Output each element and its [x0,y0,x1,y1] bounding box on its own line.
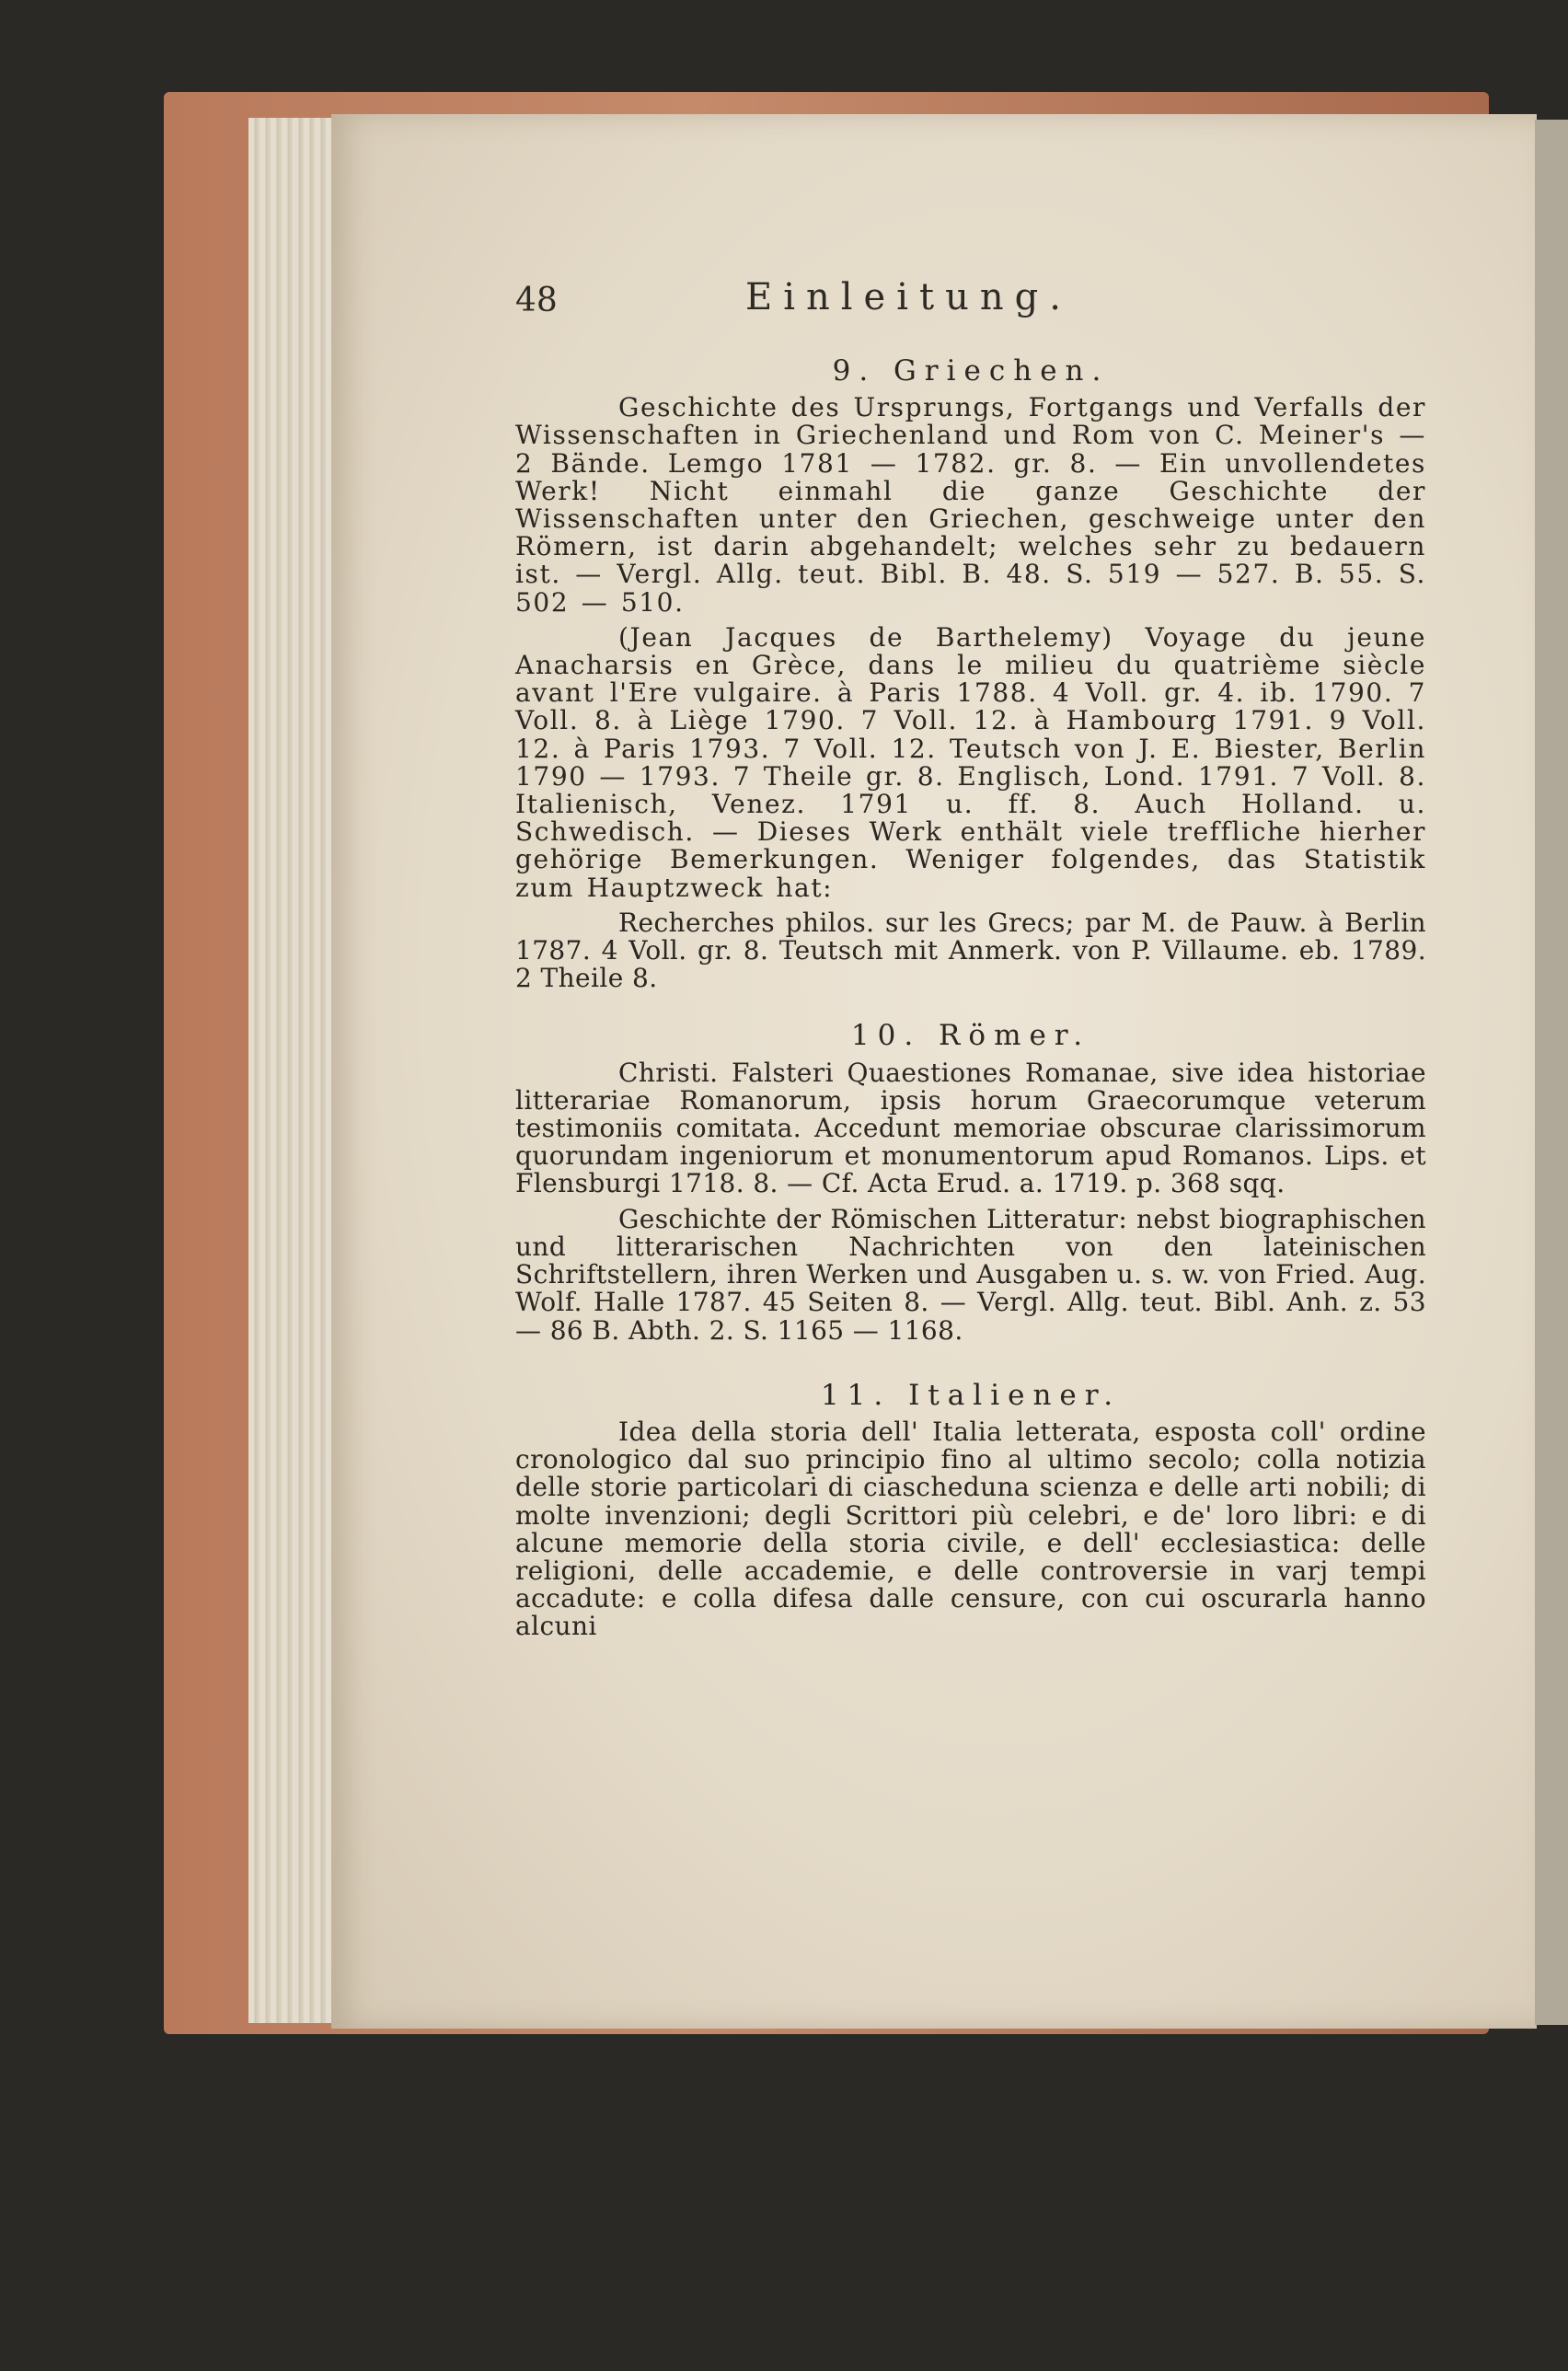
paragraph: Idea della storia dell' Italia letterata, esposta coll' ordine cronologico dal suo principio fino al ultimo secolo; colla notizia delle storie particolari di ciascheduna scienza e delle arti nobili; di molte invenzioni; degli Scrittori più celebri, e de' loro libri: e di alcune memorie della storia civile, e dell' ecclesiastica: delle religioni, delle accademie, e delle controversie in varj tempi accadute: e colla difesa dalle censure, con cui oscurarla hanno alcuni [515,1416,1426,1642]
paragraph: Geschichte des Ursprungs, Fortgangs und Verfalls der Wissenschaften in Griechenland und Rom von C. Meiner's — 2 Bände. Lemgo 1781 — 1782. gr. 8. — Ein unvollendetes Werk! Nicht einmahl die ganze Geschichte der Wissenschaften unter den Griechen, geschweige unter den Römern, ist darin abgehandelt; welches sehr zu bedauern ist. — Vergl. Allg. teut. Bibl. B. 48. S. 519 — 527. B. 55. S. 502 — 510. [515,392,1426,618]
paragraph: Christi. Falsteri Quaestiones Romanae, sive idea historiae litterariae Romanorum, ipsis horum Graecorumque veterum testimoniis comitata. Accedunt memoriae obscurae clarissimorum quorundam ingeniorum et monumentorum apud Romanos. Lips. et Flensburgi 1718. 8. — Cf. Acta Erud. a. 1719. p. 368 sqq. [515,1057,1426,1199]
page-body [515,354,1426,1648]
page-number: 48 [515,282,558,319]
section-heading-roemer: 10. Römer. [850,1019,1091,1053]
paragraph: Geschichte der Römischen Litteratur: nebst biographischen und litterarischen Nachrichten von den lateinischen Schriftstellern, ihren Werken und Ausgaben u. s. w. von Fried. Aug. Wolf. Halle 1787. 45 Seiten 8. — Vergl. Allg. teut. Bibl. Anh. z. 53 — 86 B. Abth. 2. S. 1165 — 1168. [515,1203,1426,1346]
page-header [515,276,1445,331]
running-title: Einleitung. [745,276,1072,318]
paragraph: Recherches philos. sur les Grecs; par M. de Pauw. à Berlin 1787. 4 Voll. gr. 8. Teutsch mit Anmerk. von P. Villaume. eb. 1789. 2 Theile 8. [515,907,1426,994]
section-heading-griechen: 9. Griechen. [832,354,1110,387]
facing-page-edge [1535,120,1568,2025]
paragraph: (Jean Jacques de Barthelemy) Voyage du jeune Anacharsis en Grèce, dans le milieu du quatrième siècle avant l'Ere vulgaire. à Paris 1788. 4 Voll. gr. 4. ib. 1790. 7 Voll. 8. à Liège 1790. 7 Voll. 12. à Hambourg 1791. 9 Voll. 12. à Paris 1793. 7 Voll. 12. Teutsch von J. E. Biester, Berlin 1790 — 1793. 7 Theile gr. 8. Englisch, Lond. 1791. 7 Voll. 8. Italienisch, Venez. 1791 u. ff. 8. Auch Holland. u. Schwedisch. — Dieses Werk enthält viele treffliche hierher gehörige Bemerkungen. Weniger folgendes, das Statistik zum Hauptzweck hat: [515,621,1426,903]
section-heading-italiener: 11. Italiener. [820,1378,1122,1412]
